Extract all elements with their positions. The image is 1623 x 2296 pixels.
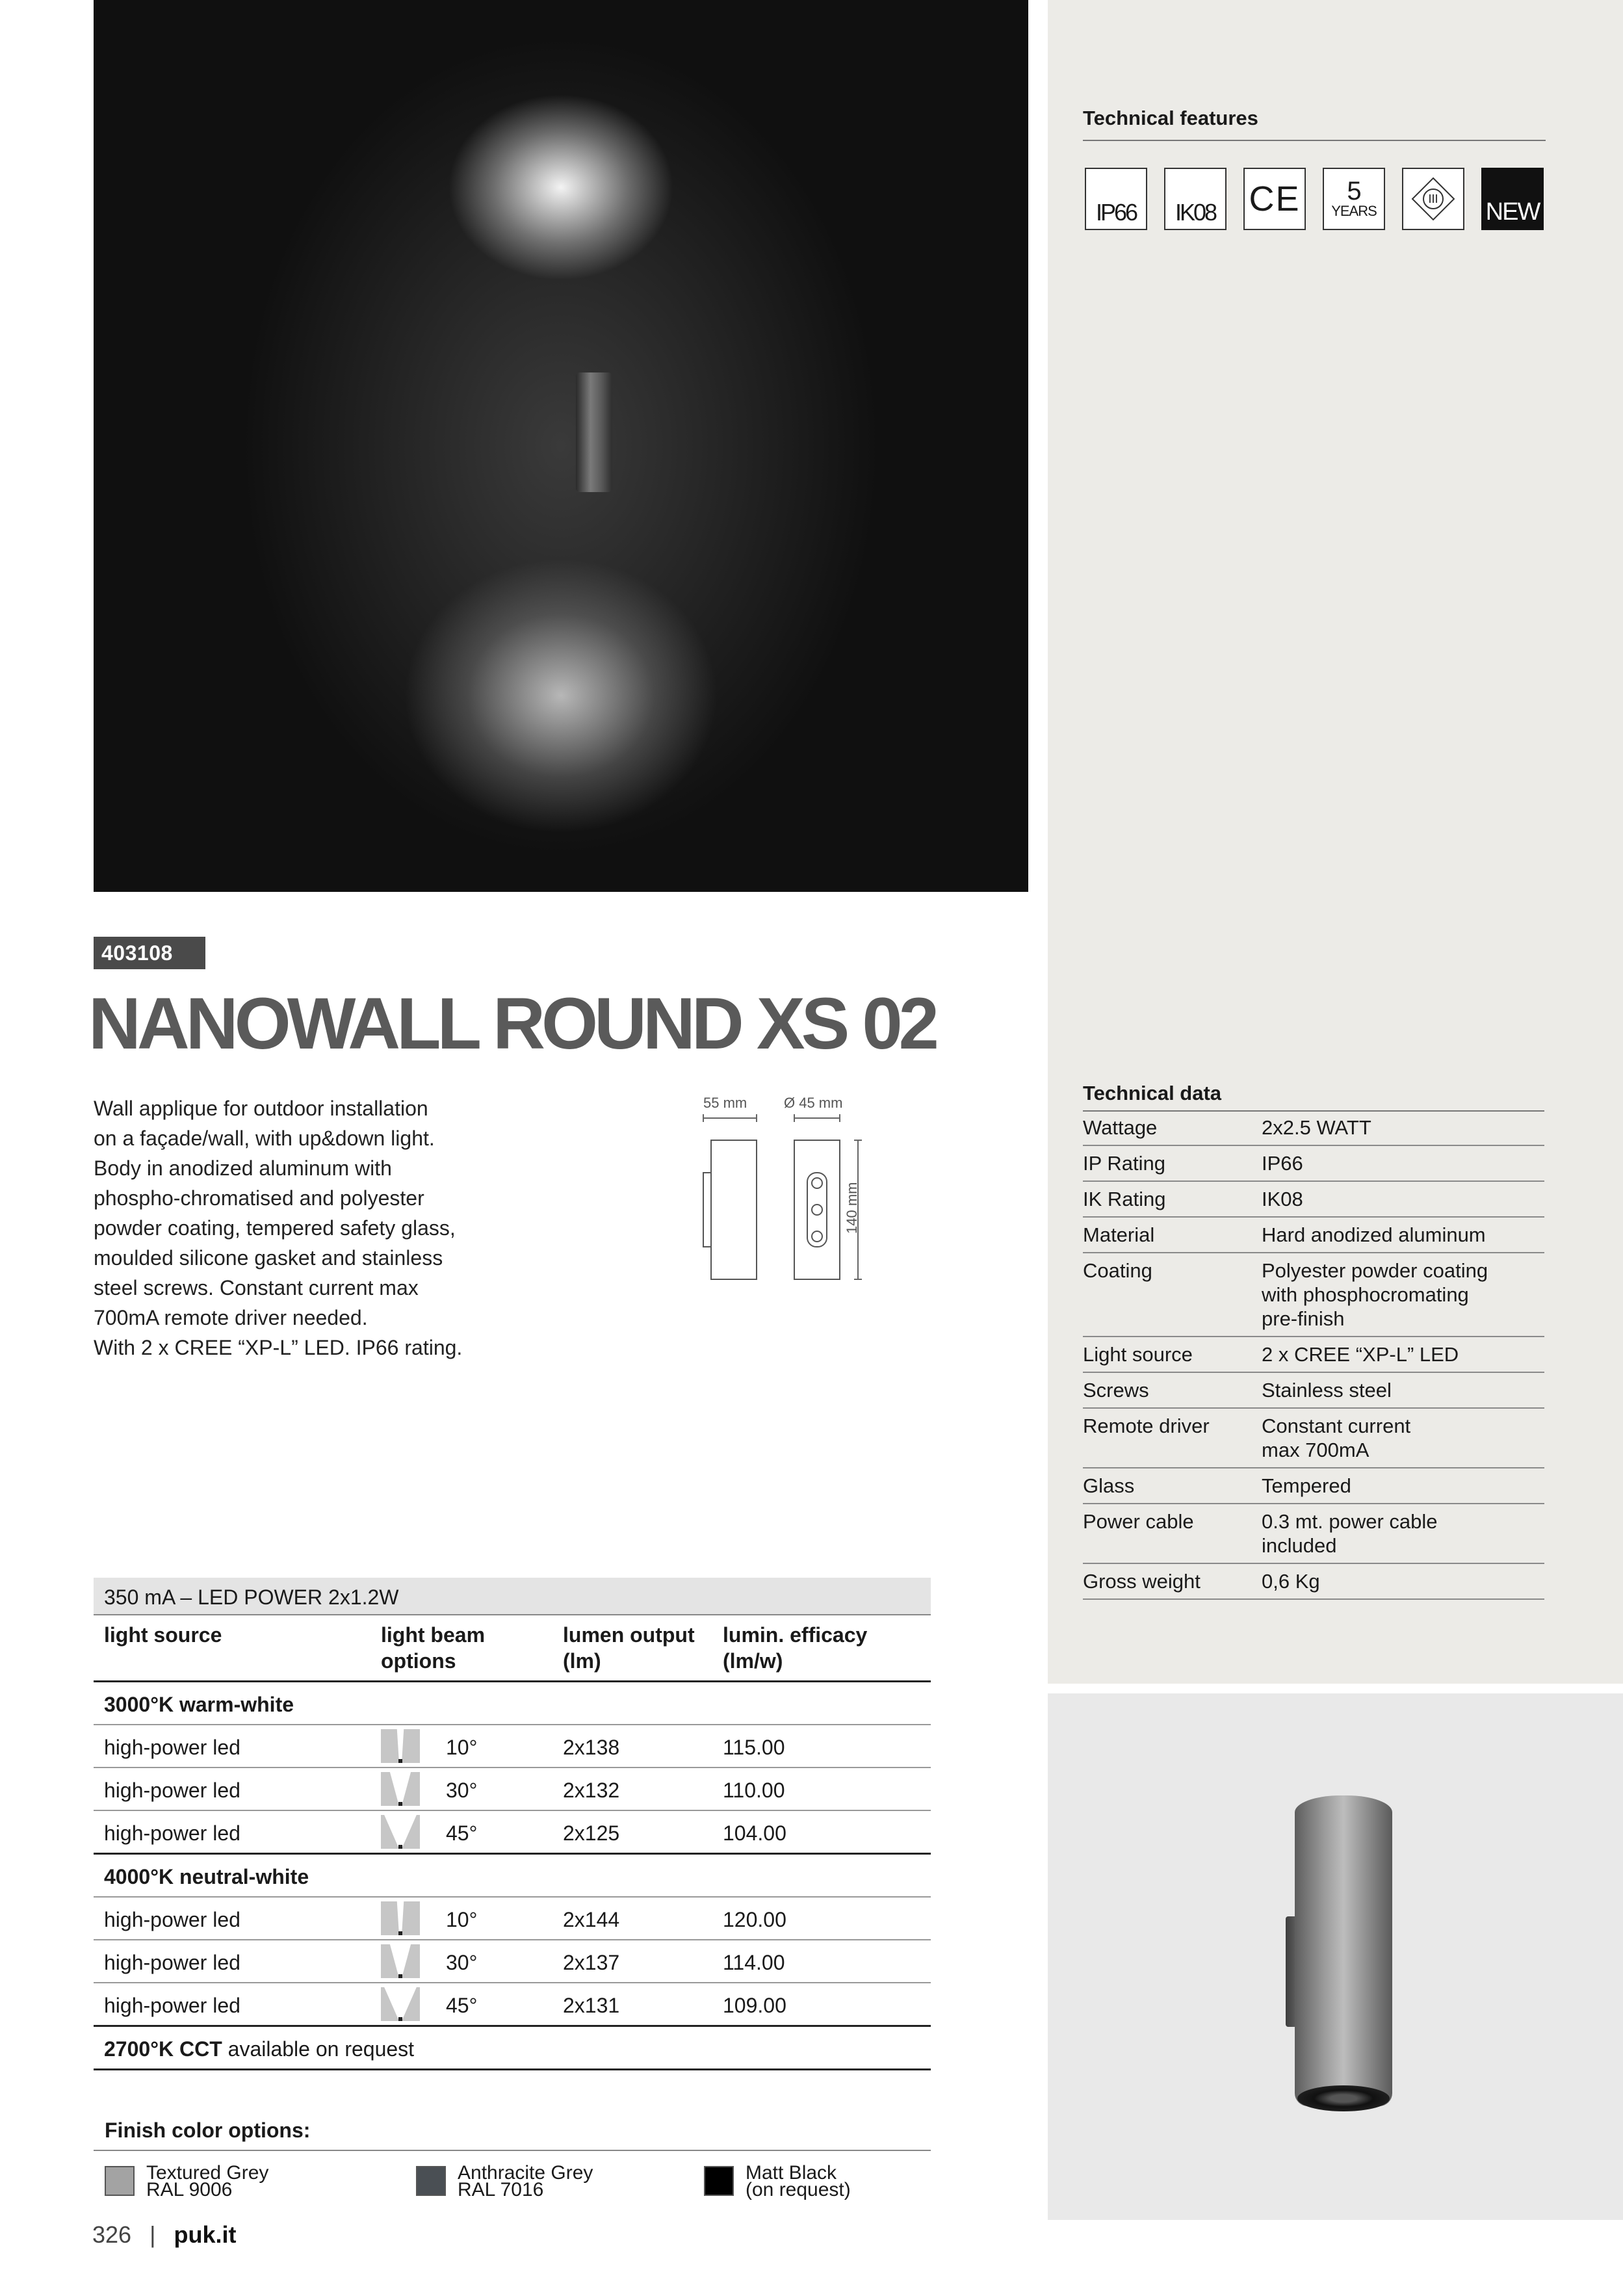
tech-key: Power cable [1083,1510,1194,1533]
product-title: NANOWALL ROUND XS 02 [88,983,935,1064]
description-line: 700mA remote driver needed. [94,1306,368,1329]
hero-fixture [576,372,612,492]
led-lumen: 2x144 [563,1908,620,1931]
col-light-source: light source [104,1623,222,1647]
led-efficacy: 110.00 [723,1779,785,1802]
page-number: 326 [92,2221,132,2248]
led-source: high-power led [104,1951,240,1974]
beam-angle-label: 45° [446,1994,478,2017]
tech-row [1083,1468,1544,1504]
tech-row [1083,1110,1544,1146]
finish-matt-black: Matt Black (on request) [704,2165,851,2198]
col-efficacy: lumin. efficacy (lm/w) [723,1623,868,1673]
led-efficacy: 114.00 [723,1951,785,1974]
led-beam [381,1768,563,1810]
beam-angle-icon [381,1901,420,1935]
led-beam [381,1725,563,1767]
description-line: steel screws. Constant current max [94,1276,419,1299]
tech-key: Light source [1083,1343,1193,1366]
led-row [94,1811,931,1855]
led-efficacy: 120.00 [723,1908,786,1931]
led-row [94,1725,931,1768]
led-lumen: 2x138 [563,1736,620,1759]
beam-angle-icon [381,1987,420,2021]
led-group-label: 3000°K warm-white [94,1682,931,1725]
led-table-note: 2700°K CCT available on request [94,2027,931,2070]
finish-anthracite-grey: Anthracite Grey RAL 7016 [416,2165,593,2198]
led-beam [381,1898,563,1939]
tech-value-line: Stainless steel [1262,1379,1392,1402]
site-link[interactable]: puk.it [174,2221,237,2248]
beam-angle-label: 10° [446,1908,478,1931]
ce-mark-icon: CE [1243,168,1306,230]
led-row [94,1768,931,1811]
led-source: high-power led [104,1736,240,1759]
dimension-svg [695,1091,890,1286]
tech-key: Wattage [1083,1116,1158,1139]
tech-row [1083,1146,1544,1182]
beam-angle-label: 10° [446,1736,478,1759]
tech-key: IK Rating [1083,1188,1166,1210]
led-row [94,1940,931,1983]
tech-value-line: 2x2.5 WATT [1262,1116,1371,1139]
col-lumen: lumen output (lm) [563,1623,695,1673]
led-source: high-power led [104,1821,240,1845]
tech-value-line: included [1262,1534,1337,1557]
tech-row [1083,1253,1544,1337]
technical-data-label: Technical data [1083,1082,1222,1104]
led-efficacy: 104.00 [723,1821,786,1845]
beam-angle-icon [381,1815,420,1849]
led-source: high-power led [104,1994,240,2017]
led-row [94,1898,931,1940]
led-lumen: 2x125 [563,1821,620,1845]
dim-diameter: Ø 45 mm [784,1095,843,1111]
tech-value-line: 0,6 Kg [1262,1570,1320,1593]
technical-data-rule [1083,1110,1544,1112]
tech-key: Coating [1083,1259,1152,1282]
tech-row [1083,1373,1544,1409]
dimension-drawing [695,1091,890,1286]
description-line: Body in anodized aluminum with [94,1156,392,1180]
led-source: high-power led [104,1908,240,1931]
beam-angle-icon [381,1772,420,1806]
description-line: powder coating, tempered safety glass, [94,1216,456,1240]
tech-value-line: IK08 [1262,1188,1303,1210]
tech-value [1262,1342,1544,1366]
led-efficacy: 109.00 [723,1994,786,2017]
tech-value [1262,1151,1544,1175]
product-photo [1295,1795,1392,2106]
description-line: phospho-chromatised and polyester [94,1186,424,1210]
beam-angle-label: 45° [446,1821,478,1845]
description-line: With 2 x CREE “XP-L” LED. IP66 rating. [94,1336,463,1359]
tech-value-line: Tempered [1262,1474,1351,1497]
tech-row [1083,1182,1544,1218]
technical-data-table [1083,1110,1544,1600]
tech-value-line: with phosphocromating [1262,1283,1469,1306]
beam-angle-label: 30° [446,1779,478,1802]
dim-depth: 55 mm [703,1095,747,1111]
product-lens [1297,2085,1390,2111]
tech-value-line: Hard anodized aluminum [1262,1223,1486,1246]
tech-value-line: IP66 [1262,1152,1303,1175]
tech-value-line: pre-finish [1262,1307,1345,1330]
tech-value [1262,1474,1544,1498]
footer-separator: | [149,2221,156,2248]
description-line: on a façade/wall, with up&down light. [94,1127,435,1150]
product-code-badge: 403108 [94,937,205,969]
led-table-title: 350 mA – LED POWER 2x1.2W [94,1578,931,1615]
led-group-label: 4000°K neutral-white [94,1855,931,1898]
led-lumen: 2x132 [563,1779,620,1802]
tech-value [1262,1115,1544,1140]
description-line: Wall applique for outdoor installation [94,1097,428,1120]
led-table-header [94,1615,931,1682]
led-table [94,1578,931,2070]
tech-key: Material [1083,1223,1155,1246]
tech-row [1083,1564,1544,1600]
led-beam [381,1983,563,2025]
beam-angle-label: 30° [446,1951,478,1974]
col-beam: light beam options [381,1623,486,1673]
tech-value [1262,1569,1544,1593]
led-beam [381,1940,563,1982]
led-beam [381,1811,563,1853]
feature-icons [1085,168,1544,230]
led-row [94,1983,931,2027]
tech-key: Gross weight [1083,1570,1201,1593]
tech-key: Glass [1083,1474,1135,1497]
tech-value [1262,1509,1544,1558]
tech-value-line: Polyester powder coating [1262,1259,1488,1282]
tech-key: Screws [1083,1379,1149,1402]
hero-photo [94,0,1028,892]
led-efficacy: 115.00 [723,1736,785,1759]
tech-key: IP Rating [1083,1152,1165,1175]
tech-value [1262,1223,1544,1247]
led-lumen: 2x131 [563,1994,620,2017]
tech-value-line: Constant current [1262,1415,1411,1437]
dim-height: 140 mm [844,1182,860,1234]
beam-angle-icon [381,1944,420,1978]
tech-value [1262,1414,1544,1462]
tech-row [1083,1409,1544,1468]
tech-row [1083,1337,1544,1373]
finish-textured-grey: Textured Grey RAL 9006 [105,2165,268,2198]
tech-value [1262,1259,1544,1331]
finish-label: Finish color options: [105,2119,311,2142]
class-iii-icon: III [1402,168,1464,230]
tech-value-line: 0.3 mt. power cable [1262,1510,1438,1533]
tech-value [1262,1187,1544,1211]
technical-features-label: Technical features [1083,107,1258,129]
led-source: high-power led [104,1779,240,1802]
new-badge-icon: NEW [1481,168,1544,230]
tech-value [1262,1378,1544,1402]
tech-row [1083,1218,1544,1253]
tech-value-line: max 700mA [1262,1439,1370,1461]
tech-value-line: 2 x CREE “XP-L” LED [1262,1343,1459,1366]
beam-angle-icon [381,1729,420,1763]
ip66-icon: IP66 [1085,168,1147,230]
swatch-textured-grey [105,2166,135,2196]
finish-rule [94,2150,931,2151]
tech-row [1083,1504,1544,1564]
swatch-anthracite-grey [416,2166,446,2196]
ik08-icon: IK08 [1164,168,1227,230]
footer [92,2221,236,2249]
tech-key: Remote driver [1083,1415,1210,1437]
description-line: moulded silicone gasket and stainless [94,1246,443,1270]
technical-features-rule [1083,140,1546,141]
product-description [94,1093,536,1363]
warranty-5-years-icon: 5 YEARS [1323,168,1385,230]
led-lumen: 2x137 [563,1951,620,1974]
swatch-matt-black [704,2166,734,2196]
